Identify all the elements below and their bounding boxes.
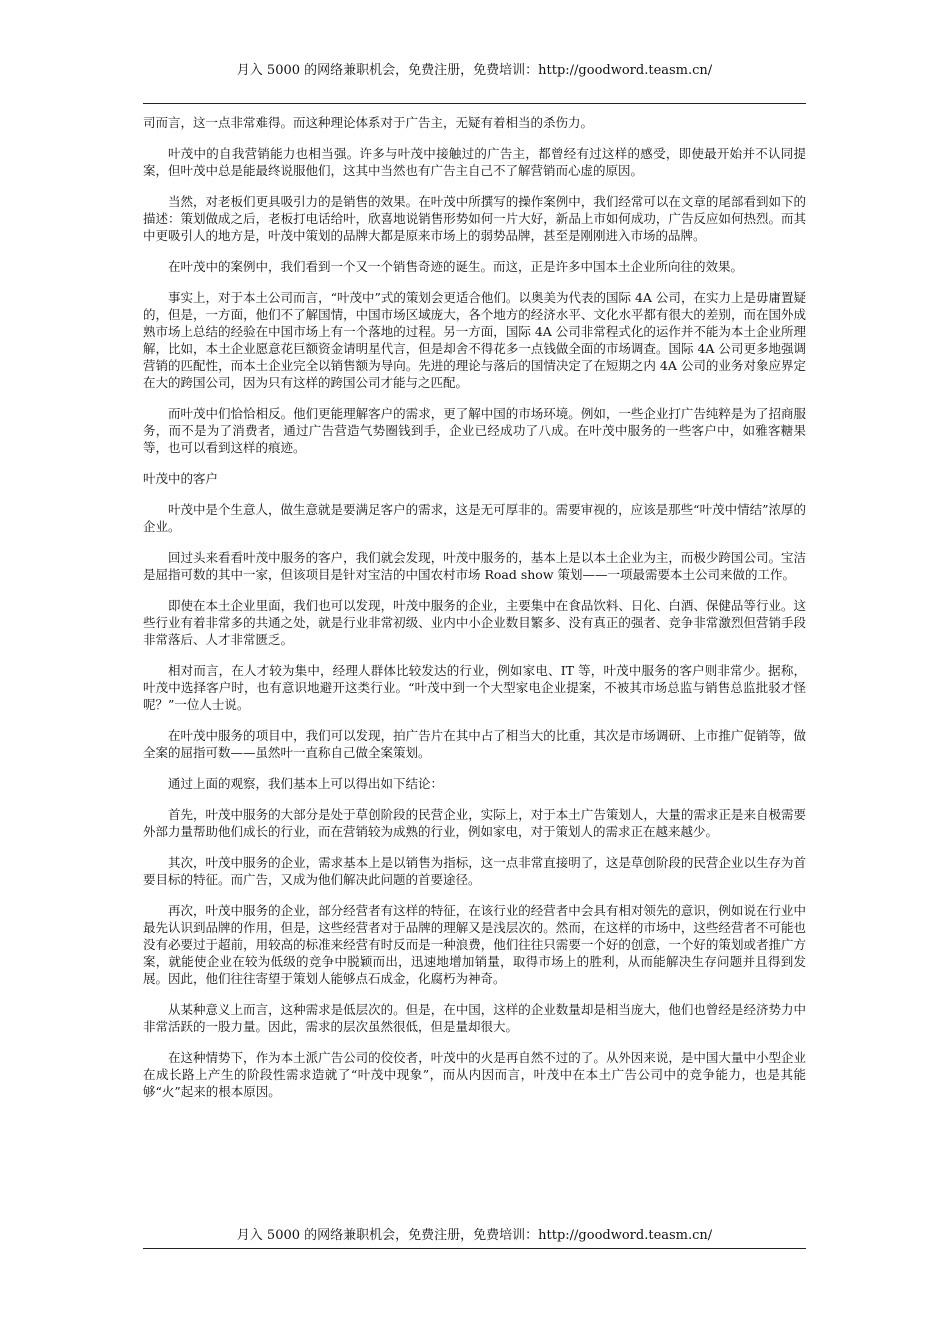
paragraph: 事实上，对于本土公司而言，“叶茂中”式的策划会更适合他们。以奥美为代表的国际 4A 公司，在实力上是毋庸置疑的，但是，一方面，他们不了解国情，中国市场区域庞大，各个地方的经济水平、文化水平都有很大的差别，而在国外成熟市场上总结的经验在中国市场上有一个落地的过程。另一方面，国际 4A 公司非常程式化的运作并不能为本土企业所理解，比如，本土企业愿意花巨额资金请明星代言，但是却舍不得花多一点钱做全面的市场调查。国际 4A 公司更多地强调营销的匹配性，而本土企业完全以销售额为导向。先进的理论与落后的国情决定了在短期之内 4A 公司的业务对象应界定在大的跨国公司，因为只有这样的跨国公司才能与之匹配。 [143,290,806,390]
paragraph: 从某种意义上而言，这种需求是低层次的。但是，在中国，这样的企业数量却是相当庞大，他们也曾经是经济势力中非常活跃的一股力量。因此，需求的层次虽然很低，但是量却很大。 [143,1002,806,1034]
paragraph: 叶茂中的自我营销能力也相当强。许多与叶茂中接触过的广告主，都曾经有过这样的感受，即使最开始并不认同提案，但叶茂中总是能最终说服他们，这其中当然也有广告主自己不了解营销而心虚的原因。 [143,146,806,178]
paragraph: 在这种情势下，作为本土派广告公司的佼佼者，叶茂中的火是再自然不过的了。从外因来说，是中国大量中小型企业在成长路上产生的阶段性需求造就了“叶茂中现象”，而从内因而言，叶茂中在本土广告公司中的竞争能力，也是其能够“火”起来的根本原因。 [143,1050,806,1099]
footer-divider [143,1248,806,1249]
paragraph: 其次，叶茂中服务的企业，需求基本上是以销售为指标，这一点非常直接明了，这是草创阶段的民营企业以生存为首要目标的特征。而广告，又成为他们解决此问题的首要途径。 [143,855,806,887]
paragraph: 在叶茂中服务的项目中，我们可以发现，拍广告片在其中占了相当大的比重，其次是市场调研、上市推广促销等，做全案的屈指可数——虽然叶一直称自己做全案策划。 [143,728,806,760]
page-header: 月入 5000 的网络兼职机会，免费注册，免费培训：http://goodword.teasm.cn/ [236,63,713,78]
paragraph: 再次，叶茂中服务的企业，部分经营者有这样的特征，在该行业的经营者中会具有相对领先的意识，例如说在行业中最先认识到品牌的作用，但是，这些经营者对于品牌的理解又是浅层次的。然而，在这样的市场中，这些经营者不可能也没有必要过于超前，用较高的标准来经营有时反而是一种浪费，他们往往只需要一个好的创意，一个好的策划或者推广方案，就能使企业在较为低级的竞争中脱颖而出，迅速地增加销量，取得市场上的胜利，从而能解决生存问题并且得到发展。因此，他们往往寄望于策划人能够点石成金，化腐朽为神奇。 [143,903,806,986]
paragraph: 在叶茂中的案例中，我们看到一个又一个销售奇迹的诞生。而这，正是许多中国本土企业所向往的效果。 [168,259,744,274]
paragraph: 相对而言，在人才较为集中，经理人群体比较发达的行业，例如家电、IT 等，叶茂中服务的客户则非常少。据称，叶茂中选择客户时，也有意识地避开这类行业。“叶茂中到一个大型家电企业提案，不被其市场总监与销售总监批驳才怪呢？”一位人士说。 [143,663,806,712]
paragraph: 首先，叶茂中服务的大部分是处于草创阶段的民营企业，实际上，对于本土广告策划人，大量的需求正是来自极需要外部力量帮助他们成长的行业，而在营销较为成熟的行业，例如家电，对于策划人的需求正在越来越少。 [143,807,806,839]
header-divider [143,103,806,104]
page-footer: 月入 5000 的网络兼职机会，免费注册，免费培训：http://goodword.teasm.cn/ [236,1228,713,1243]
paragraph: 而叶茂中们恰恰相反。他们更能理解客户的需求，更了解中国的市场环境。例如，一些企业打广告纯粹是为了招商服务，而不是为了消费者，通过广告营造气势圈钱到手，企业已经成功了八成。在叶茂中服务的一些客户中，如雅客糖果等，也可以看到这样的痕迹。 [143,406,806,455]
section-heading: 叶茂中的客户 [143,471,219,486]
document-body [143,114,806,1114]
paragraph: 回过头来看看叶茂中服务的客户，我们就会发现，叶茂中服务的，基本上是以本土企业为主，而极少跨国公司。宝洁是屈指可数的其中一家，但该项目是针对宝洁的中国农村市场 Road show 策划——一项最需要本土公司来做的工作。 [143,550,806,582]
paragraph: 叶茂中是个生意人，做生意就是要满足客户的需求，这是无可厚非的。需要审视的，应该是那些“叶茂中情结”浓厚的企业。 [143,502,806,534]
paragraph: 即使在本土企业里面，我们也可以发现，叶茂中服务的企业，主要集中在食品饮料、日化、白酒、保健品等行业。这些行业有着非常多的共通之处，就是行业非常初级、业内中小企业数目繁多、没有真正的强者、竞争非常激烈但营销手段非常落后、人才非常匮乏。 [143,598,806,647]
paragraph: 通过上面的观察，我们基本上可以得出如下结论： [168,776,444,791]
paragraph: 当然，对老板们更具吸引力的是销售的效果。在叶茂中所撰写的操作案例中，我们经常可以在文章的尾部看到如下的描述：策划做成之后，老板打电话给叶，欣喜地说销售形势如何一片大好，新品上市如何成功，广告反应如何热烈。而其中更吸引人的地方是，叶茂中策划的品牌大都是原来市场上的弱势品牌，甚至是刚刚进入市场的品牌。 [143,194,806,243]
paragraph: 司而言，这一点非常难得。而这种理论体系对于广告主，无疑有着相当的杀伤力。 [143,115,594,130]
